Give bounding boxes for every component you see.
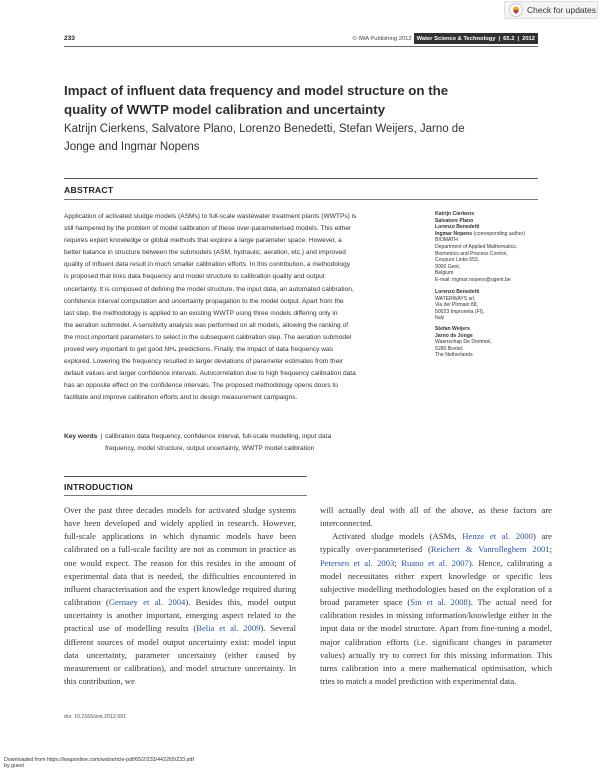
citation-link[interactable]: Reichert & Vanrolleghem 2001 <box>430 544 550 555</box>
crossmark-icon <box>509 3 523 17</box>
keywords-list <box>105 431 331 455</box>
citation-link[interactable]: Belia et al. 2009 <box>196 623 261 634</box>
journal-name: Water Science & Technology <box>416 35 496 42</box>
affiliation-line: 9000 Gent, <box>435 263 461 270</box>
abstract-line: proved very important to get good NH₄ predictions. Finally, the impact of data frequency was <box>64 346 334 354</box>
affiliation-line: The Netherlands <box>435 352 473 359</box>
affiliation-line: Belgium <box>435 270 454 277</box>
affiliation-author: Lorenzo Benedetti <box>435 224 480 231</box>
introduction-heading: INTRODUCTION <box>64 482 133 492</box>
running-header <box>352 33 538 44</box>
affiliation-line: 5280 Boxtel, <box>435 345 464 352</box>
affiliation-author: Ingmar Nopens (corresponding author) <box>435 230 526 237</box>
journal-issue: 65.2 <box>503 35 515 42</box>
intro-paragraph: will actually deal with all of the above, as these factors are interconnected. <box>320 505 552 529</box>
citation-link[interactable]: Gernaey et al. 2004 <box>108 597 186 608</box>
download-url: Downloaded from https://iwaponline.com/wst/article-pdf/65/2/233/442265/233.pdf <box>4 757 194 763</box>
citation-link[interactable]: Petersen et al. 2003 <box>320 557 395 568</box>
affiliation-line: WATERWAYS srl, <box>435 295 476 302</box>
check-for-updates-label: Check for updates <box>527 5 596 15</box>
keywords-label: Key words <box>64 433 98 440</box>
affiliation-block <box>435 326 565 359</box>
affiliation-line: BIOMATH <box>435 237 458 244</box>
intro-paragraph: Activated sludge models (ASMs, Henze et al. 2000) are typically over-parameterised (Reichert & Vanrolleghem 2001; Petersen et al. 2003; Ruano et al. 2007). Hence, calibrating a model necessitates either expert knowledge or specific less subjective modelling methodologies based on the exploration of a broad parameter space (Sin et al. 2008). The actual need for calibration resides in missing information/knowledge either in the input data or the model structure. Apart from fine-tuning a model, major calibration efforts (i.e. significant changes in parameter values) actually try to correct for this missing information. This turns calibration into a mere mathematical optimisation, which tries to match a model prediction with experimental data. <box>320 531 552 687</box>
affiliation-author: Salvatore Plano <box>435 217 474 224</box>
abstract-line: is proposed that links data frequency and model structure to calibration quality and output <box>64 273 325 281</box>
affiliation-line: Italy <box>435 315 445 322</box>
abstract-line: has an opposite effect on the confidence intervals. The proposed methodology opens doors to <box>64 382 338 390</box>
keywords-line: frequency, model structure, output uncertainty, WWTP model calibration <box>105 445 315 452</box>
author-list: Katrijn Cierkens, Salvatore Plano, Lorenzo Benedetti, Stefan Weijers, Jarno de Jonge and Ingmar Nopens <box>64 123 465 153</box>
article-title: Impact of influent data frequency and model structure on the quality of WWTP model calibration and uncertainty <box>64 83 449 117</box>
publisher-label: © IWA Publishing 2012 <box>352 35 412 42</box>
download-notice <box>4 757 194 770</box>
introduction-bottom-rule <box>64 495 307 496</box>
abstract-line: confidence interval computation and uncertainty propagation to the model output. Apart from the <box>64 297 344 305</box>
header-rule <box>64 46 538 47</box>
page-number: 233 <box>64 35 75 42</box>
doi-label: doi: 10.2166/wst.2012.081 <box>64 714 127 720</box>
keywords: Key words | calibration data frequency, confidence interval, full-scale modelling, input data frequency, model structure, output uncertainty, WWTP model calibration <box>64 431 424 455</box>
affiliation-line: Biometrics and Process Control, <box>435 250 508 257</box>
abstract-text <box>64 211 424 405</box>
journal-year: 2012 <box>522 35 535 42</box>
affiliation-author: Lorenzo Benedetti <box>435 289 480 295</box>
abstract-line: uncertainty. It is composed of defining the model structure, the input data, an automated calibration, <box>64 285 354 293</box>
affiliation-author: Jarno de Jonge <box>435 332 473 339</box>
abstract-bottom-rule <box>64 199 538 200</box>
citation-link[interactable]: Henze et al. 2000 <box>462 531 533 542</box>
abstract-line: quality of influent data result in much smaller calibration efforts. In this contribution, a methodology <box>64 261 351 269</box>
body-column-left <box>64 504 296 688</box>
abstract-top-rule <box>64 178 538 179</box>
check-for-updates-button[interactable] <box>504 1 598 19</box>
affiliation-line: Via del PIrmaio 88, <box>435 302 478 309</box>
abstract-line: default values and larger confidence intervals. Autocorrelation due to high frequency calibration data <box>64 370 356 378</box>
download-guest: by guest <box>4 763 25 770</box>
abstract-line: facilitate and improve calibration efforts and to design measurement campaigns. <box>64 394 298 402</box>
affiliation-line: 50023 Impruneta (FI), <box>435 308 485 315</box>
journal-bar: Water Science & Technology | 65.2 | 2012 <box>414 33 538 44</box>
abstract-line: requires expert knowledge or global methods that explore a large parameter space. However, a <box>64 237 342 245</box>
abstract-heading: ABSTRACT <box>64 185 114 195</box>
affiliation-line: Coupure Links 653, <box>435 257 480 264</box>
abstract-line: still hampered by the problem of model calibration of these over-parameterised models. This either <box>64 225 352 233</box>
intro-paragraph: Over the past three decades models for activated sludge systems have been developed and widely applied in research. However, full-scale applications in which dynamic models have been calibrated on a full-scale facility are not as common in practice as one would expect. The reason for this resides in the amount of experimental data that is needed, the difficulties encountered in influent characterisation and the expert knowledge required during calibration (Gernaey et al. 2004). Besides this, model output uncertainty is another important, emerging aspect related to the practical use of modelling results (Belia et al. 2009). Several different sources of model output uncertainty exist: model input data uncertainty, parameter uncertainty (either caused by measurement or calibration), and model structure uncertainty. In this contribution, we <box>64 505 296 687</box>
affiliation-author: Katrijn Cierkens <box>435 211 475 217</box>
affiliation-line: Waterschap De Dommel, <box>435 339 492 346</box>
body-column-right <box>320 504 552 688</box>
abstract-line: explored. Lowering the frequency resulted in larger deviations of parameter estimates from their <box>64 358 343 366</box>
keywords-line: calibration data frequency, confidence interval, full-scale modelling, input data <box>105 433 332 440</box>
abstract-line: last step, the methodology is applied to an existing WWTP using three models differing only in <box>64 309 338 317</box>
abstract-line: the most important parameters to select in the subsequent calibration step. The aeration submodel <box>64 333 352 341</box>
affiliation-block <box>435 289 565 322</box>
abstract-line: better balance in structure between the submodels (ASM, hydraulic, aeration, etc.) and improved <box>64 249 346 257</box>
citation-link[interactable]: Sin et al. 2008 <box>410 597 468 608</box>
affiliation-author: Stefan Weijers <box>435 326 471 332</box>
affiliation-line: Department of Applied Mathematics, <box>435 243 518 250</box>
abstract-line: Application of activated sludge models (ASMs) to full-scale wastewater treatment plants (WWTPs) is <box>64 213 357 220</box>
affiliation-email: E-mail: ingmar.nopens@ugent.be <box>435 276 511 283</box>
abstract-line: the aeration submodel. A sensitivity analysis was performed on all models, allowing the ranking of <box>64 321 349 329</box>
affiliation-block <box>435 211 565 284</box>
citation-link[interactable]: Ruano et al. 2007 <box>401 557 469 568</box>
introduction-top-rule <box>64 476 307 477</box>
